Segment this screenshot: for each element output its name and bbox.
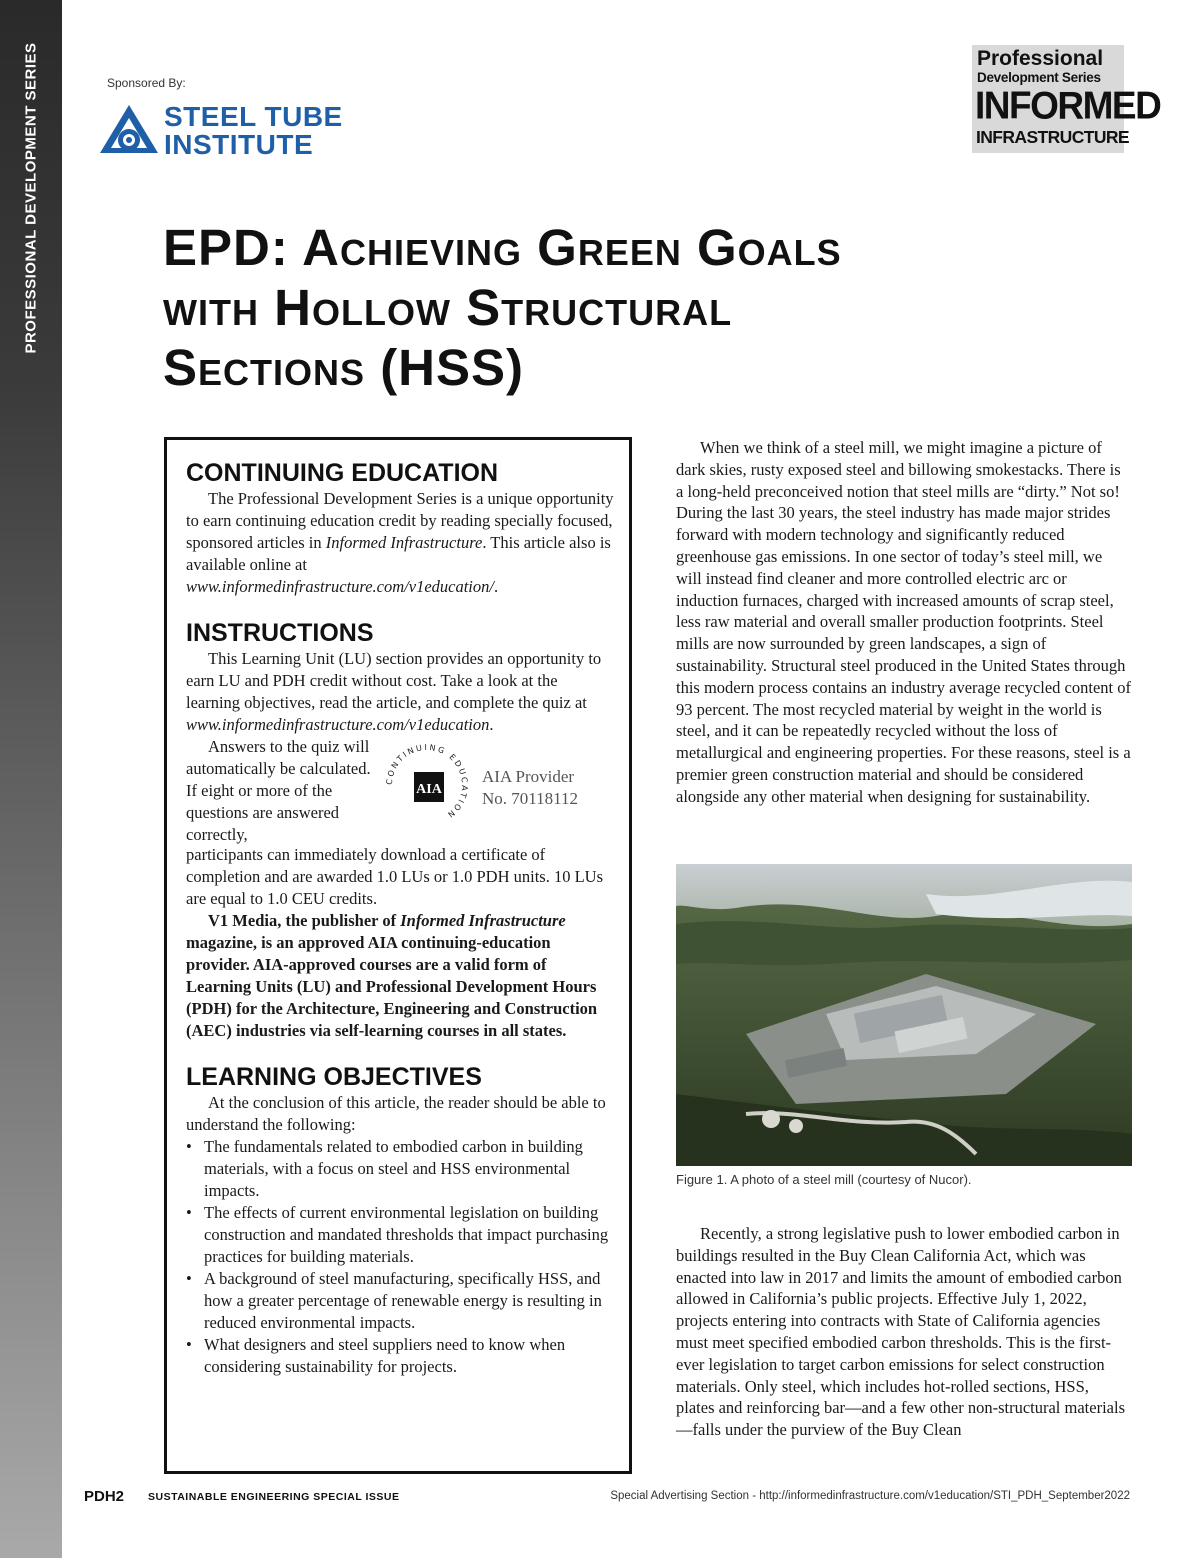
- footer-source-url: Special Advertising Section - http://informedinfrastructure.com/v1education/STI_PDH_September2022: [610, 1490, 1130, 1502]
- sponsor-name-line2: INSTITUTE: [164, 129, 314, 160]
- steel-tube-institute-logo: [98, 103, 358, 165]
- v1-text-part1: V1 Media, the publisher of: [208, 911, 401, 930]
- quiz-url-link[interactable]: www.informedinfrastructure.com/v1education: [186, 715, 490, 734]
- article-column-top: [676, 437, 1131, 808]
- aia-ring-text: CONTINUING EDUCATION: [384, 742, 470, 821]
- ce-text-part3: .: [493, 577, 499, 596]
- answers-continued: participants can immediately download a certificate of completion and are awarded 1.0 LUs or 1.0 PDH units. 10 LUs are equal to 1.0 CEU credits.: [186, 845, 604, 908]
- instructions-text-part1: This Learning Unit (LU) section provides an opportunity to earn LU and PDH credit without cost. Take a look at the learning objectives, read the article, and complete the quiz at: [186, 649, 602, 712]
- title-line2: with Hollow Structural: [163, 279, 733, 336]
- issue-name: SUSTAINABLE ENGINEERING SPECIAL ISSUE: [148, 1491, 400, 1503]
- steel-mill-aerial-image: [676, 864, 1132, 1166]
- sidebar-label: PROFESSIONAL DEVELOPMENT SERIES: [22, 42, 40, 354]
- answers-text-span: Answers to the quiz will automatically be calculated. If eight or more of the questions are answered correctly,: [186, 737, 371, 844]
- title-line3: Sections (HSS): [163, 339, 525, 396]
- sidebar: [0, 0, 62, 1558]
- aia-logo-text: AIA: [416, 782, 442, 797]
- sponsored-by-label: Sponsored By:: [107, 76, 186, 90]
- steel-tube-institute-logo-icon: [98, 103, 160, 163]
- ce-url-link[interactable]: www.informedinfrastructure.com/v1education/: [186, 577, 494, 596]
- v1-text-part2: magazine, is an approved AIA continuing-education provider. AIA-approved courses are a valid form of Learning Units (LU) and Professional Development Hours (PDH) for the Architecture, Engineering and Construction (AEC) industries via self-learning courses in all states.: [186, 933, 598, 1040]
- continuing-education-text: [186, 488, 614, 598]
- ce-text-part2: . This article also is available online at: [186, 533, 611, 574]
- aia-continuing-education-badge: [384, 742, 470, 828]
- article-paragraph-1: When we think of a steel mill, we might imagine a picture of dark skies, rusty exposed steel and billowing smokestacks. There is a long-held preconceived notion that steel mills are “dirty.” Not so! During the last 30 years, the steel industry has made major strides forward with modern technology and significantly reduced greenhouse gas emissions. In one sector of today’s steel mill, we will instead find cleaner and more controlled electric arc or induction furnaces, charged with increased amounts of scrap steel, less raw material and overall smaller production footprints. Steel mills are now surrounded by green landscapes, a sign of sustainability. Structural steel produced in the United States through this modern process contains an industry average recycled content of 93 percent. The most recycled material by weight in the world is steel, and it can be repeatedly recycled without the loss of metallurgical and engineering properties. For these reasons, steel is a premier green construction material and should be considered alongside any other material when designing for sustainability.: [676, 438, 1131, 806]
- aia-provider-row: [186, 736, 614, 844]
- aia-provider-number: [482, 766, 578, 810]
- aia-provider-label: AIA Provider: [482, 767, 575, 786]
- badge-line3: INFORMED: [975, 83, 1161, 127]
- article-column-bottom: [676, 1223, 1131, 1441]
- learning-objectives-intro: At the conclusion of this article, the reader should be able to understand the following:: [186, 1093, 606, 1134]
- learning-objectives-list: [186, 1136, 614, 1378]
- badge-line4: INFRASTRUCTURE: [976, 127, 1129, 147]
- ce-text-part1: The Professional Development Series is a unique opportunity to earn continuing education credit by reading specially focused, sponsored articles in: [186, 489, 614, 552]
- instructions-text-part2: .: [489, 715, 494, 734]
- v1-magazine-name: Informed Infrastructure: [400, 911, 566, 930]
- article-paragraph-2: Recently, a strong legislative push to lower embodied carbon in buildings resulted in the Buy Clean California Act, which was enacted into law in 2017 and limits the amount of embodied carbon allowed in California’s public projects. Effective July 1, 2022, projects entering into contracts with State of California agencies must meet specified embodied carbon thresholds. This is the first-ever legislation to target carbon emissions for select construction materials. Only steel, which includes hot-rolled sections, HSS, plates and reinforcing bar—and a few other non-structural materials—falls under the purview of the Buy Clean: [676, 1224, 1125, 1440]
- article-title: [163, 218, 1123, 398]
- ce-magazine-name: Informed Infrastructure: [325, 533, 483, 552]
- instructions-text: [186, 648, 614, 736]
- answers-text: [186, 736, 376, 846]
- objective-item: • The effects of current environmental legislation on building construction and mandated thresholds that impact purchasing practices for building materials.: [186, 1202, 614, 1268]
- sponsor-name: [164, 103, 343, 159]
- sponsor-name-line1: STEEL TUBE: [164, 101, 343, 132]
- figure-caption: Figure 1. A photo of a steel mill (courtesy of Nucor).: [676, 1172, 972, 1187]
- aia-provider-id: No. 70118112: [482, 789, 579, 808]
- continuing-education-box: [164, 437, 632, 1474]
- badge-line2: Development Series: [977, 70, 1101, 85]
- objective-item: • A background of steel manufacturing, specifically HSS, and how a greater percentage of renewable energy is resulting in reduced environmental impacts.: [186, 1268, 614, 1334]
- badge-line1: Professional: [977, 47, 1104, 70]
- v1-media-statement: [186, 910, 614, 1042]
- steel-mill-photo: [676, 864, 1132, 1166]
- title-line1: EPD: Achieving Green Goals: [163, 219, 842, 276]
- objective-item: • What designers and steel suppliers need to know when considering sustainability for projects.: [186, 1334, 614, 1378]
- continuing-education-heading: CONTINUING EDUCATION: [186, 459, 499, 487]
- objective-item: • The fundamentals related to embodied carbon in building materials, with a focus on steel and HSS environmental impacts.: [186, 1136, 614, 1202]
- learning-objectives-heading: LEARNING OBJECTIVES: [186, 1063, 482, 1091]
- page-number: PDH2: [84, 1488, 125, 1505]
- professional-development-series-badge: [972, 45, 1161, 153]
- instructions-heading: INSTRUCTIONS: [186, 619, 374, 647]
